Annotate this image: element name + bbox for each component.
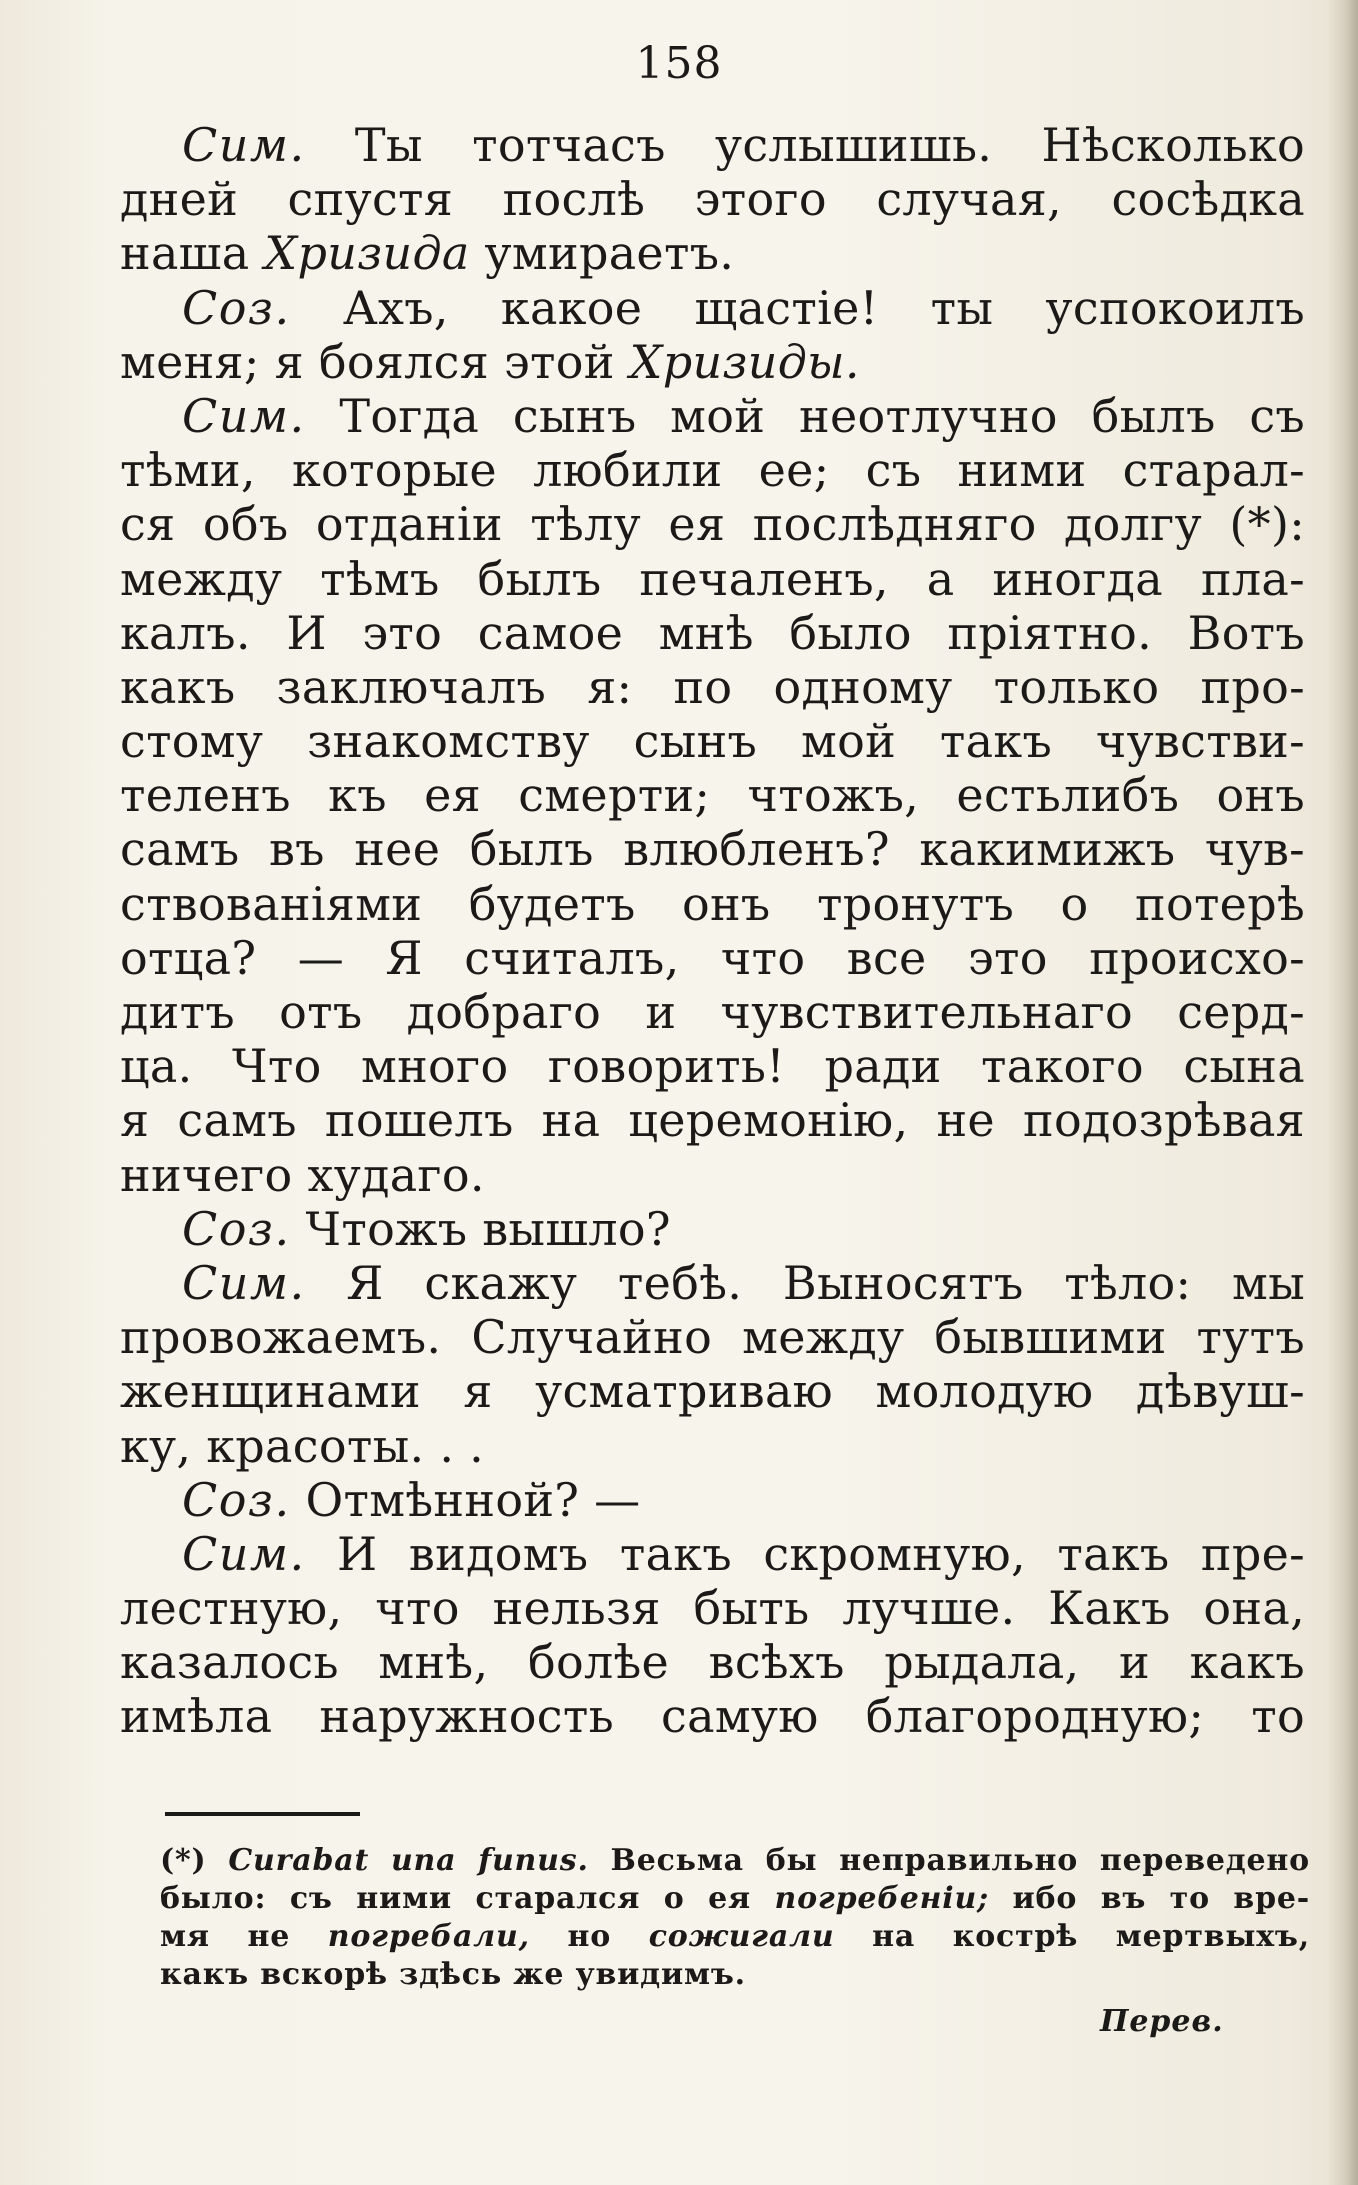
footnote-text: мя не (160, 1919, 328, 1954)
footnote-rule (165, 1812, 360, 1816)
text-line: провожаемъ. Случайно между бывшими тутъ (120, 1310, 1305, 1365)
text-line (120, 1473, 1305, 1527)
text-line: я самъ пошелъ на церемонію, не подозрѣвая (120, 1093, 1305, 1148)
speaker-label: Сим. (182, 1255, 306, 1310)
text-line (120, 335, 1305, 389)
line-text: наша (120, 226, 265, 281)
text-line (120, 1256, 1305, 1310)
main-text (120, 118, 1305, 1744)
speaker-label: Соз. (182, 1201, 291, 1256)
footnote-text: но (529, 1919, 649, 1954)
text-line: лестную, что нельзя быть лучше. Какъ она, (120, 1581, 1305, 1636)
text-line (120, 1527, 1305, 1581)
page-number: 158 (635, 38, 723, 89)
footnote-text: на кострѣ мертвыхъ, (834, 1919, 1310, 1954)
text-line: ничего худаго. (120, 1147, 485, 1202)
footnote-signature: Перев. (1100, 2004, 1224, 2039)
text-line: ся объ отданіи тѣлу ея послѣдняго долгу (*): (120, 497, 1305, 552)
text-line: ца. Что много говорить! ради такого сына (120, 1039, 1305, 1094)
latin-quote: Curabat una funus. (228, 1843, 589, 1878)
footnote-text: было: съ ними старался о ея (160, 1881, 775, 1916)
footnote-line: какъ вскорѣ здѣсь же увидимъ. (160, 1957, 746, 1992)
text-line: дней спустя послѣ этого случая, сосѣдка (120, 172, 1305, 227)
text-line (120, 389, 1305, 443)
footnote-text: ибо въ то вре- (988, 1881, 1310, 1916)
text-line: ку, красоты. . . (120, 1418, 485, 1473)
italic-name: Хризида (264, 226, 470, 281)
line-text: И видомъ такъ скромную, такъ пре- (305, 1526, 1305, 1581)
italic-word: погребали, (327, 1919, 530, 1954)
line-text: Ахъ, какое щастіе! ты успокоилъ (290, 280, 1305, 335)
speaker-label: Сим. (182, 118, 306, 172)
text-line: стому знакомству сынъ мой такъ чувстви- (120, 714, 1305, 769)
footnote-line (160, 1842, 1310, 1880)
footnote-line (160, 1880, 1310, 1918)
footnote-text: Весьма бы неправильно переведено (588, 1843, 1310, 1878)
page-edge-shadow (1328, 0, 1358, 2185)
text-line: имѣла наружность самую благородную; то (120, 1689, 1305, 1744)
line-text: Я скажу тебѣ. Выносятъ тѣло: мы (305, 1255, 1305, 1310)
footnote-line (160, 1918, 1310, 1956)
text-line (120, 226, 1305, 280)
text-line: женщинами я усматриваю молодую дѣвуш- (120, 1364, 1305, 1419)
text-line: между тѣмъ былъ печаленъ, а иногда пла- (120, 551, 1305, 606)
text-line: отца? — Я считалъ, что все это происхо- (120, 930, 1305, 985)
text-line: тѣми, которые любили ее; съ ними старал- (120, 443, 1305, 498)
speaker-label: Соз. (182, 280, 291, 335)
text-line (120, 281, 1305, 335)
italic-word: сожигали (648, 1919, 835, 1954)
footnote (160, 1842, 1310, 1994)
text-line: теленъ къ ея смерти; чтожъ, естьлибъ онъ (120, 768, 1305, 823)
text-line (120, 1202, 1305, 1256)
line-text: меня; я боялся этой (120, 334, 630, 389)
line-text: умираетъ. (469, 226, 735, 281)
line-text: Ты тотчасъ услышишь. Нѣсколько (305, 118, 1305, 172)
text-line: калъ. И это самое мнѣ было пріятно. Вотъ (120, 605, 1305, 660)
text-line: дитъ отъ добраго и чувствительнаго серд- (120, 985, 1305, 1039)
text-line: какъ заключалъ я: по одному только про- (120, 659, 1305, 714)
speaker-label: Сим. (182, 1526, 306, 1581)
speaker-label: Сим. (182, 388, 306, 443)
text-line (120, 118, 1305, 172)
line-text: Тогда сынъ мой неотлучно былъ съ (305, 388, 1305, 443)
speaker-label: Соз. (182, 1472, 291, 1527)
text-line: самъ въ нее былъ влюбленъ? какимижъ чув- (120, 822, 1305, 877)
line-text: Отмѣнной? — (290, 1472, 641, 1527)
italic-name: Хризиды. (629, 334, 860, 389)
text-line: ствованіями будетъ онъ тронутъ о потерѣ (120, 876, 1305, 931)
text-line: казалось мнѣ, болѣе всѣхъ рыдала, и какъ (120, 1635, 1305, 1690)
footnote-mark: (*) (160, 1843, 229, 1878)
line-text: Чтожъ вышло? (290, 1201, 671, 1256)
italic-word: погребеніи; (774, 1881, 989, 1916)
